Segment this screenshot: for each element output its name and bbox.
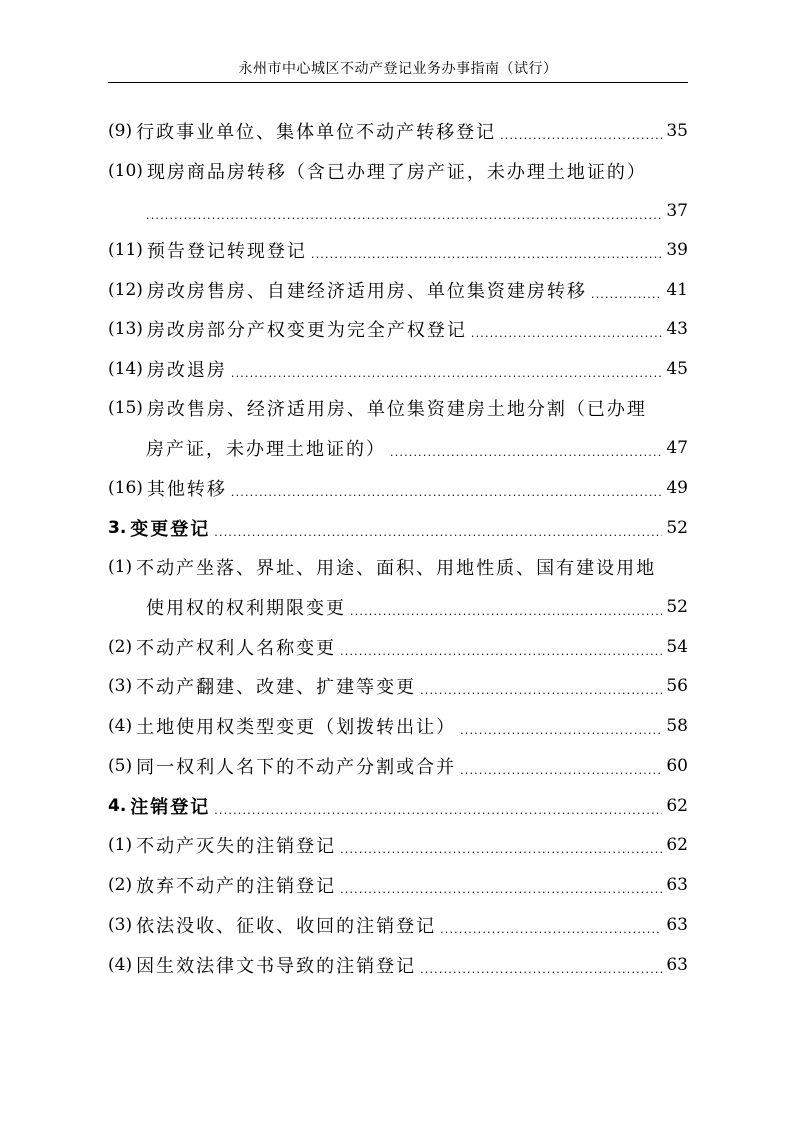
dot-leader — [471, 322, 662, 344]
entry-title: 现房商品房转移（含已办理了房产证，未办理土地证的） — [146, 162, 647, 183]
entry-title: 房改售房、经济适用房、单位集资建房土地分割（已办理 — [146, 399, 647, 420]
entry-page: 56 — [666, 676, 688, 696]
entry-number: (1) — [108, 557, 133, 577]
dot-leader — [311, 243, 662, 265]
dot-leader — [214, 521, 662, 543]
entry-title: 不动产权利人名称变更 — [136, 638, 337, 659]
entry-number: (2) — [108, 875, 133, 895]
entry-title: 房改房部分产权变更为完全产权登记 — [146, 320, 467, 341]
toc-section-entry[interactable] — [108, 513, 688, 543]
entry-title: 预告登记转现登记 — [146, 241, 307, 262]
entry-page: 62 — [666, 796, 688, 816]
entry-number: (11) — [108, 240, 143, 260]
entry-number: (3) — [108, 676, 133, 696]
toc-entry[interactable] — [108, 751, 688, 781]
toc-entry[interactable] — [108, 156, 688, 186]
section-title: 变更登记 — [130, 519, 211, 540]
entry-page: 39 — [666, 240, 688, 260]
entry-page: 54 — [666, 637, 688, 657]
toc-section-entry[interactable] — [108, 791, 688, 821]
entry-page: 47 — [666, 438, 688, 458]
dot-leader — [460, 759, 662, 781]
dot-leader — [420, 679, 662, 701]
entry-number: (4) — [108, 955, 133, 975]
entry-title: 同一权利人名下的不动产分割或合并 — [136, 757, 457, 778]
toc-entry[interactable] — [108, 830, 688, 860]
toc-entry[interactable] — [108, 950, 688, 980]
dot-leader — [460, 719, 662, 741]
toc-entry[interactable] — [108, 354, 688, 384]
entry-title: 其他转移 — [146, 479, 227, 500]
entry-number: (5) — [108, 756, 133, 776]
entry-title: 房改房售房、自建经济适用房、单位集资建房转移 — [146, 281, 587, 302]
toc-entry-continuation[interactable] — [146, 196, 688, 226]
dot-leader — [440, 918, 662, 940]
toc-entry[interactable] — [108, 632, 688, 662]
entry-page: 63 — [666, 955, 688, 975]
entry-page: 58 — [666, 716, 688, 736]
dot-leader — [591, 283, 662, 305]
entry-title: 不动产翻建、改建、扩建等变更 — [136, 677, 417, 698]
entry-title: 使用权的权利期限变更 — [146, 598, 346, 619]
entry-number: (9) — [108, 121, 133, 141]
dot-leader — [340, 878, 662, 900]
toc-entry[interactable] — [108, 235, 688, 265]
entry-title: 行政事业单位、集体单位不动产转移登记 — [136, 122, 497, 143]
toc-entry[interactable] — [108, 671, 688, 701]
entry-page: 52 — [666, 518, 688, 538]
toc-entry[interactable] — [108, 314, 688, 344]
dot-leader — [420, 958, 662, 980]
entry-number: (16) — [108, 478, 143, 498]
entry-page: 45 — [666, 359, 688, 379]
entry-page: 41 — [666, 280, 688, 300]
toc-entry[interactable] — [108, 275, 688, 305]
toc-entry-continuation[interactable] — [146, 592, 688, 622]
toc-entry[interactable] — [108, 393, 688, 423]
dot-leader — [340, 838, 662, 860]
dot-leader — [500, 124, 662, 146]
entry-page: 60 — [666, 756, 688, 776]
dot-leader — [390, 441, 662, 463]
toc-entry[interactable] — [108, 473, 688, 503]
section-title: 注销登记 — [130, 797, 211, 818]
dot-leader — [350, 600, 662, 622]
entry-number: (3) — [108, 915, 133, 935]
section-number: 4. — [108, 796, 127, 816]
dot-leader — [340, 640, 662, 662]
entry-number: (15) — [108, 398, 143, 418]
entry-page: 52 — [666, 597, 688, 617]
entry-page: 49 — [666, 478, 688, 498]
entry-page: 37 — [666, 201, 688, 221]
entry-page: 63 — [666, 915, 688, 935]
toc-entry[interactable] — [108, 711, 688, 741]
entry-number: (12) — [108, 280, 143, 300]
toc-entry[interactable] — [108, 870, 688, 900]
entry-title: 房产证，未办理土地证的） — [146, 439, 386, 460]
entry-title: 不动产坐落、界址、用途、面积、用地性质、国有建设用地 — [136, 558, 657, 579]
entry-number: (14) — [108, 359, 143, 379]
entry-page: 63 — [666, 875, 688, 895]
entry-title: 不动产灭失的注销登记 — [136, 836, 337, 857]
entry-page: 43 — [666, 319, 688, 339]
running-header: 永州市中心城区不动产登记业务办事指南（试行） — [238, 61, 558, 77]
entry-title: 放弃不动产的注销登记 — [136, 876, 337, 897]
toc-entry[interactable] — [108, 552, 688, 582]
entry-number: (2) — [108, 637, 133, 657]
entry-title: 因生效法律文书导致的注销登记 — [136, 956, 417, 977]
entry-page: 62 — [666, 835, 688, 855]
toc-entry[interactable] — [108, 116, 688, 146]
dot-leader — [146, 204, 662, 226]
dot-leader — [231, 362, 662, 384]
toc-entry-continuation[interactable] — [146, 433, 688, 463]
entry-title: 土地使用权类型变更（划拨转出让） — [136, 717, 457, 738]
entry-title: 房改退房 — [146, 360, 227, 381]
section-number: 3. — [108, 518, 127, 538]
toc-entry[interactable] — [108, 910, 688, 940]
dot-leader — [231, 481, 662, 503]
entry-page: 35 — [666, 121, 688, 141]
entry-number: (10) — [108, 161, 143, 181]
entry-number: (4) — [108, 716, 133, 736]
entry-number: (1) — [108, 835, 133, 855]
entry-title: 依法没收、征收、收回的注销登记 — [136, 916, 437, 937]
dot-leader — [214, 799, 662, 821]
entry-number: (13) — [108, 319, 143, 339]
